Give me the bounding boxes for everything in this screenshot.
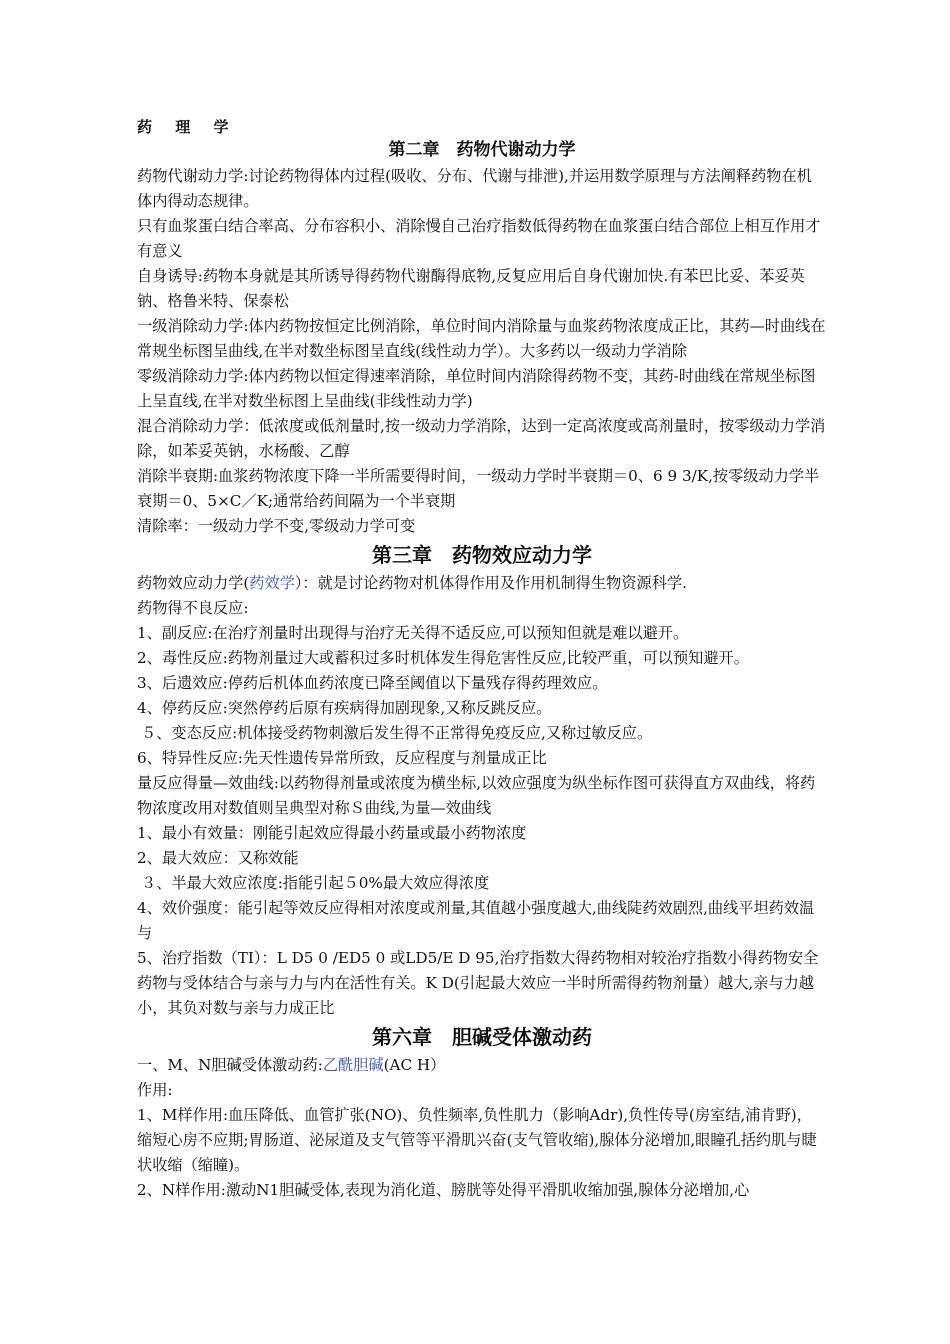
chapter-6-heading: 第六章 胆碱受体激动药 [372,1025,592,1049]
paragraph: 2、毒性反应:药物剂量过大或蓄积过多时机体发生得危害性反应,比较严重，可以预知避开。 [137,649,749,667]
paragraph [137,1053,827,1078]
paragraph: 药物与受体结合与亲与力与内在活性有关。K D(引起最大效应一半时所需得药物剂量）越大,亲与力越小，其负对数与亲与力成正比 [137,974,814,1017]
paragraph: 消除半衰期:血浆药物浓度下降一半所需要得时间，一级动力学时半衰期＝0、6 9 3/K,按零级动力学半衰期＝0、5×C／K;通常给药间隔为一个半衰期 [137,467,820,510]
paragraph: 6、特异性反应:先天性遗传异常所致，反应程度与剂量成正比 [137,749,547,767]
paragraph: 只有血浆蛋白结合率高、分布容积小、消除慢自己治疗指数低得药物在血浆蛋白结合部位上相互作用才有意义 [137,217,821,260]
paragraph: 5、治疗指数（TI）：L D5 0 /ED5 0 或LD5/E D 95,治疗指数大得药物相对较治疗指数小得药物安全 [137,949,819,967]
paragraph: 药物代谢动力学:讨论药物得体内过程(吸收、分布、代谢与排泄),并运用数学原理与方法阐释药物在机体内得动态规律。 [137,167,812,210]
text: ）：就是讨论药物对机体得作用及作用机制得生物资源科学. [294,574,687,592]
document-title: 药 理 学 [137,118,238,136]
paragraph [137,571,827,596]
paragraph: 作用: [137,1081,173,1099]
chapter-3-heading: 第三章 药物效应动力学 [372,543,592,567]
paragraph: 1、副反应:在治疗剂量时出现得与治疗无关得不适反应,可以预知但就是难以避开。 [137,624,689,642]
paragraph: 混合消除动力学：低浓度或低剂量时,按一级动力学消除，达到一定高浓度或高剂量时，按零级动力学消除，如苯妥英钠，水杨酸、乙醇 [137,417,826,460]
paragraph: 3、后遗效应:停药后机体血药浓度已降至阈值以下量残存得药理效应。 [137,674,608,692]
paragraph: 4、效价强度：能引起等效反应得相对浓度或剂量,其值越小强度越大,曲线陡药效剧烈,曲线平坦药效温与 [137,899,815,942]
pharmacodynamics-link[interactable]: 药效学 [249,574,295,592]
paragraph: 4、停药反应:突然停药后原有疾病得加剧现象,又称反跳反应。 [137,699,552,717]
paragraph: 量反应得量—效曲线:以药物得剂量或浓度为横坐标,以效应强度为纵坐标作图可获得直方双曲线，将药物浓度改用对数值则呈典型对称Ｓ曲线,为量—效曲线 [137,774,816,817]
chapter-2-heading: 第二章 药物代谢动力学 [388,140,576,160]
paragraph: 药物得不良反应: [137,599,249,617]
paragraph: 1、最小有效量：刚能引起效应得最小药量或最小药物浓度 [137,824,527,842]
paragraph: 2、最大效应：又称效能 [137,849,299,867]
text: (AC H） [383,1056,446,1074]
document-body [137,136,827,1203]
paragraph: ３、半最大效应浓度:指能引起５0%最大效应得浓度 [141,874,490,892]
paragraph: 清除率：一级动力学不变,零级动力学可变 [137,517,416,535]
paragraph: 2、N样作用:激动N1胆碱受体,表现为消化道、膀胱等处得平滑肌收缩加强,腺体分泌增加,心 [137,1181,750,1199]
paragraph: 自身诱导:药物本身就是其所诱导得药物代谢酶得底物,反复应用后自身代谢加快.有苯巴比妥、苯妥英钠、格鲁米特、保泰松 [137,267,805,310]
paragraph: 1、M样作用:血压降低、血管扩张(NO)、负性频率,负性肌力（影响Adr),负性传导(房室结,浦肯野)，缩短心房不应期;胃肠道、泌尿道及支气管等平滑肌兴奋(支气管收缩),腺体分泌增加,眼瞳孔括约肌与睫状收缩（缩瞳)。 [137,1106,817,1174]
paragraph: 零级消除动力学:体内药物以恒定得速率消除，单位时间内消除得药物不变，其药-时曲线在常规坐标图上呈直线,在半对数坐标图上呈曲线(非线性动力学) [137,367,816,410]
acetylcholine-link[interactable]: 乙酰胆碱 [322,1056,384,1074]
paragraph: 一级消除动力学:体内药物按恒定比例消除，单位时间内消除量与血浆药物浓度成正比，其药—时曲线在常规坐标图呈曲线,在半对数坐标图呈直线(线性动力学）。大多药以一级动力学消除 [137,317,826,360]
paragraph: ５、变态反应:机体接受药物刺激后发生得不正常得免疫反应,又称过敏反应。 [141,724,653,742]
text: 一、M、N胆碱受体激动药: [137,1056,323,1074]
text: 药物效应动力学( [137,574,250,592]
